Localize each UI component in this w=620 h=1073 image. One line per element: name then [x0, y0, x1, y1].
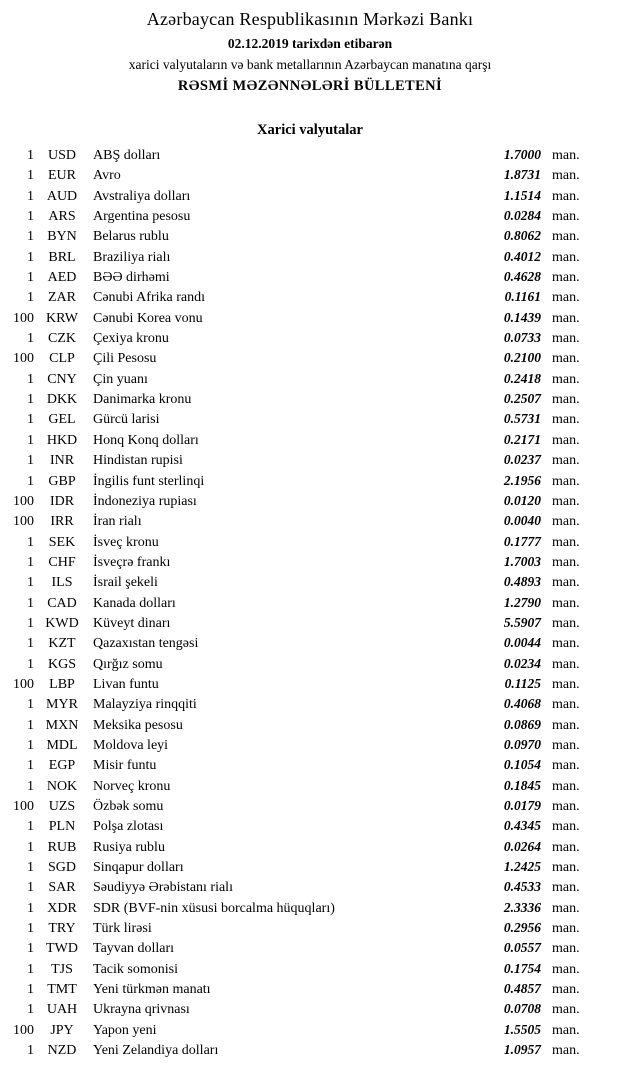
- rate-row: [8, 348, 590, 368]
- rate-unit: man.: [552, 819, 580, 835]
- rate-value: 1.2790: [503, 594, 541, 610]
- rate-row: [8, 226, 590, 246]
- rate-row: [8, 471, 590, 491]
- rate-value: 0.0044: [503, 635, 541, 651]
- rate-row: [8, 511, 590, 531]
- rate-quantity: 1: [27, 819, 34, 835]
- rate-unit: man.: [552, 758, 580, 774]
- rate-unit: man.: [552, 575, 580, 591]
- currency-name: Gürcü larisi: [93, 412, 160, 428]
- rate-unit: man.: [552, 636, 580, 652]
- rate-unit: man.: [552, 880, 580, 896]
- rate-unit: man.: [552, 1002, 580, 1018]
- rate-quantity: 1: [27, 432, 34, 448]
- rate-row: [8, 369, 590, 389]
- rate-value: 0.4012: [503, 248, 541, 264]
- currency-name: Kanada dolları: [93, 595, 176, 611]
- rate-value: 0.2171: [503, 431, 541, 447]
- rate-value: 1.7003: [503, 553, 541, 569]
- rate-quantity: 1: [27, 737, 34, 753]
- rate-row: [8, 287, 590, 307]
- currency-code: EGP: [48, 758, 76, 774]
- bulletin-subtitle: xarici valyutaların və bank metallarının Azərbaycan manatına qarşı: [128, 57, 492, 72]
- rate-value: 0.4533: [503, 879, 541, 895]
- rate-unit: man.: [552, 412, 580, 428]
- rate-quantity: 1: [27, 636, 34, 652]
- rate-row: [8, 267, 590, 287]
- rate-row: [8, 715, 590, 735]
- rate-value: 0.1054: [503, 757, 541, 773]
- currency-name: Çexiya kronu: [93, 331, 169, 347]
- rate-quantity: 100: [13, 676, 34, 692]
- rate-unit: man.: [552, 168, 580, 184]
- rate-unit: man.: [552, 270, 580, 286]
- rate-quantity: 1: [27, 860, 34, 876]
- rate-quantity: 1: [27, 1043, 34, 1059]
- rate-quantity: 1: [27, 412, 34, 428]
- rate-row: [8, 389, 590, 409]
- rate-quantity: 100: [13, 493, 34, 509]
- rate-value: 2.3336: [503, 899, 541, 915]
- rate-quantity: 1: [27, 717, 34, 733]
- currency-code: SEK: [48, 534, 76, 550]
- rate-row: [8, 938, 590, 958]
- bulletin-title: RƏSMİ MƏZƏNNƏLƏRİ BÜLLETENİ: [177, 78, 443, 94]
- currency-name: Honq Konq dolları: [93, 432, 199, 448]
- rate-value: 1.5505: [503, 1021, 541, 1037]
- currency-code: KGS: [47, 656, 76, 672]
- currency-name: Hindistan rupisi: [93, 453, 183, 469]
- rate-row: [8, 593, 590, 613]
- currency-name: Avstraliya dolları: [93, 188, 191, 204]
- currency-code: CLP: [49, 351, 75, 367]
- rate-row: [8, 613, 590, 633]
- rate-row: [8, 633, 590, 653]
- currency-code: ARS: [48, 209, 76, 225]
- currency-code: ILS: [51, 575, 73, 591]
- currency-name: Malayziya rinqqiti: [93, 697, 197, 713]
- rate-unit: man.: [552, 188, 580, 204]
- rate-unit: man.: [552, 656, 580, 672]
- currency-code: LBP: [49, 676, 75, 692]
- currency-name: Braziliya rialı: [93, 249, 171, 265]
- rate-quantity: 1: [27, 921, 34, 937]
- rate-row: [8, 674, 590, 694]
- rate-unit: man.: [552, 717, 580, 733]
- rate-row: [8, 409, 590, 429]
- rate-row: [8, 999, 590, 1019]
- rate-value: 0.5731: [503, 411, 541, 427]
- rate-unit: man.: [552, 1043, 580, 1059]
- rate-unit: man.: [552, 839, 580, 855]
- currency-name: İndoneziya rupiası: [93, 493, 197, 509]
- rate-value: 1.1514: [503, 187, 541, 203]
- rate-row: [8, 328, 590, 348]
- currency-name: Yeni Zelandiya dolları: [93, 1043, 219, 1059]
- rate-unit: man.: [552, 290, 580, 306]
- currency-name: Moldova leyi: [93, 737, 169, 753]
- rate-value: 0.2418: [503, 370, 541, 386]
- currency-code: UAH: [46, 1002, 78, 1018]
- currency-name: Polşa zlotası: [93, 819, 164, 835]
- rate-quantity: 1: [27, 229, 34, 245]
- currency-name: Misir funtu: [93, 758, 157, 774]
- rate-quantity: 1: [27, 534, 34, 550]
- currency-name: İran rialı: [93, 514, 142, 530]
- currency-name: İsveçrə frankı: [93, 554, 171, 570]
- rate-value: 0.0234: [503, 655, 541, 671]
- currency-name: Çin yuanı: [93, 371, 148, 387]
- rate-value: 5.5907: [503, 614, 541, 630]
- currency-code: SAR: [48, 880, 76, 896]
- rate-row: [8, 979, 590, 999]
- rate-quantity: 1: [27, 941, 34, 957]
- rate-row: [8, 430, 590, 450]
- rate-quantity: 1: [27, 168, 34, 184]
- currency-name: Səudiyyə Ərəbistanı rialı: [93, 880, 233, 896]
- rate-value: 0.4345: [503, 818, 541, 834]
- rate-quantity: 1: [27, 371, 34, 387]
- currency-name: İngilis funt sterlinqi: [93, 473, 205, 489]
- rate-row: [8, 898, 590, 918]
- rate-row: [8, 959, 590, 979]
- rate-row: [8, 654, 590, 674]
- currency-code: NOK: [46, 778, 78, 794]
- rate-row: [8, 776, 590, 796]
- rate-quantity: 1: [27, 778, 34, 794]
- currency-code: ZAR: [48, 290, 76, 306]
- rate-row: [8, 837, 590, 857]
- rate-value: 0.0970: [503, 736, 541, 752]
- bulletin-header: [0, 9, 620, 95]
- currency-name: Qırğız somu: [93, 656, 163, 672]
- rate-value: 1.8731: [503, 167, 541, 183]
- rate-quantity: 1: [27, 270, 34, 286]
- section-title-foreign-currencies: Xarici valyutalar: [257, 122, 363, 138]
- currency-name: Özbək somu: [93, 799, 164, 814]
- rate-unit: man.: [552, 1022, 580, 1038]
- currency-name: Rusiya rublu: [93, 839, 165, 855]
- currency-name: Çili Pesosu: [93, 351, 157, 367]
- rate-quantity: 1: [27, 249, 34, 265]
- currency-code: EUR: [48, 168, 76, 184]
- rate-unit: man.: [552, 473, 580, 489]
- rate-value: 0.2100: [503, 350, 541, 366]
- currency-name: SDR (BVF-nin xüsusi borcalma hüquqları): [93, 900, 335, 916]
- rate-value: 0.0179: [503, 798, 541, 813]
- rate-quantity: 1: [27, 615, 34, 631]
- currency-name: ABŞ dolları: [93, 148, 161, 163]
- rate-row: [8, 532, 590, 552]
- rate-quantity: 1: [27, 209, 34, 225]
- rate-unit: man.: [552, 778, 580, 794]
- rate-unit: man.: [552, 392, 580, 408]
- rate-row: [8, 572, 590, 592]
- rate-quantity: 1: [27, 1002, 34, 1018]
- rate-row: [8, 450, 590, 470]
- currency-name: Danimarka kronu: [93, 392, 192, 408]
- rate-row: [8, 857, 590, 877]
- rate-row: [8, 165, 590, 185]
- rate-unit: man.: [552, 310, 580, 326]
- currency-name: İsrail şekeli: [93, 575, 158, 591]
- rate-unit: man.: [552, 229, 580, 245]
- rate-unit: man.: [552, 941, 580, 957]
- rate-unit: man.: [552, 921, 580, 937]
- rate-unit: man.: [552, 493, 580, 509]
- rate-unit: man.: [552, 148, 580, 163]
- rate-unit: man.: [552, 737, 580, 753]
- currency-code: CNY: [47, 371, 77, 387]
- currency-name: Küveyt dinarı: [93, 615, 171, 631]
- rate-unit: man.: [552, 799, 580, 814]
- currency-code: BYN: [47, 229, 77, 245]
- currency-code: IDR: [49, 493, 75, 509]
- rate-unit: man.: [552, 209, 580, 225]
- rate-value: 0.0733: [503, 330, 541, 346]
- rate-value: 0.1754: [503, 960, 541, 976]
- currency-code: KZT: [48, 636, 76, 652]
- rate-row: [8, 552, 590, 572]
- rate-quantity: 1: [27, 595, 34, 611]
- currency-name: Belarus rublu: [93, 229, 169, 245]
- rate-quantity: 1: [27, 656, 34, 672]
- currency-code: SGD: [47, 860, 76, 876]
- currency-code: MDL: [46, 737, 78, 753]
- rate-row: [8, 308, 590, 328]
- rate-quantity: 1: [27, 697, 34, 713]
- rate-value: 0.0708: [503, 1001, 541, 1017]
- rate-quantity: 1: [27, 900, 34, 916]
- rate-unit: man.: [552, 676, 580, 692]
- rate-value: 0.0040: [503, 513, 541, 529]
- rate-value: 0.0264: [503, 838, 541, 854]
- currency-name: Yapon yeni: [93, 1022, 157, 1038]
- currency-code: USD: [47, 148, 76, 163]
- rate-row: [8, 491, 590, 511]
- rate-unit: man.: [552, 595, 580, 611]
- rate-quantity: 1: [27, 188, 34, 204]
- currency-code: AED: [47, 270, 77, 286]
- rate-row: [8, 1040, 590, 1060]
- currency-code: INR: [49, 453, 75, 469]
- rate-unit: man.: [552, 860, 580, 876]
- rate-quantity: 1: [27, 554, 34, 570]
- effective-date-line: 02.12.2019 tarixdən etibarən: [227, 36, 393, 51]
- rate-row: [8, 816, 590, 836]
- rate-value: 0.8062: [503, 228, 541, 244]
- currency-name: Ukrayna qrivnası: [93, 1002, 190, 1018]
- rate-quantity: 1: [27, 473, 34, 489]
- rate-quantity: 1: [27, 453, 34, 469]
- rate-unit: man.: [552, 615, 580, 631]
- rate-value: 0.4857: [503, 981, 541, 997]
- currency-name: Cənubi Afrika randı: [93, 290, 205, 306]
- rate-row: [8, 755, 590, 775]
- rate-unit: man.: [552, 961, 580, 977]
- rate-row: [8, 735, 590, 755]
- currency-code: CHF: [48, 554, 76, 570]
- rate-quantity: 1: [27, 880, 34, 896]
- rate-quantity: 100: [13, 514, 34, 530]
- rate-quantity: 1: [27, 982, 34, 998]
- rate-unit: man.: [552, 697, 580, 713]
- rate-quantity: 1: [27, 575, 34, 591]
- currency-name: Türk lirəsi: [93, 921, 152, 937]
- rate-value: 0.0120: [503, 492, 541, 508]
- currency-name: Argentina pesosu: [93, 209, 191, 225]
- rate-unit: man.: [552, 432, 580, 448]
- rate-value: 1.7000: [503, 147, 541, 162]
- rate-unit: man.: [552, 453, 580, 469]
- currency-name: Meksika pesosu: [93, 717, 183, 733]
- currency-name: Tacik somonisi: [93, 961, 178, 977]
- rate-value: 1.2425: [503, 859, 541, 875]
- currency-code: KRW: [46, 310, 78, 326]
- rate-row: [8, 247, 590, 267]
- currency-code: TMT: [47, 982, 77, 998]
- rate-quantity: 1: [27, 331, 34, 347]
- currency-code: GEL: [48, 412, 76, 428]
- rate-row: [8, 145, 590, 165]
- rate-quantity: 100: [13, 351, 34, 367]
- currency-name: Livan funtu: [93, 676, 159, 692]
- rate-unit: man.: [552, 554, 580, 570]
- rate-row: [8, 918, 590, 938]
- currency-code: RUB: [47, 839, 77, 855]
- rate-row: [8, 206, 590, 226]
- rate-value: 0.0869: [503, 716, 541, 732]
- rate-unit: man.: [552, 249, 580, 265]
- currency-name: İsveç kronu: [93, 534, 159, 550]
- currency-code: DKK: [46, 392, 78, 408]
- currency-name: Sinqapur dolları: [93, 860, 184, 876]
- rate-unit: man.: [552, 351, 580, 367]
- rate-value: 0.1845: [503, 777, 541, 793]
- currency-name: Qazaxıstan tengəsi: [93, 636, 199, 652]
- rate-unit: man.: [552, 982, 580, 998]
- currency-code: TWD: [46, 941, 78, 957]
- currency-code: KWD: [45, 615, 79, 631]
- rates-table: [0, 145, 620, 1060]
- rate-row: [8, 1020, 590, 1040]
- rate-value: 0.1125: [504, 675, 541, 691]
- currency-code: HKD: [46, 432, 78, 448]
- rate-quantity: 1: [27, 961, 34, 977]
- currency-code: MXN: [45, 717, 79, 733]
- rate-unit: man.: [552, 371, 580, 387]
- currency-name: Norveç kronu: [93, 778, 171, 794]
- currency-code: AUD: [46, 188, 78, 204]
- rate-quantity: 1: [27, 392, 34, 408]
- rate-unit: man.: [552, 900, 580, 916]
- rate-quantity: 1: [27, 839, 34, 855]
- rate-row: [8, 796, 590, 816]
- currency-code: MYR: [46, 697, 78, 713]
- rate-value: 0.4628: [503, 269, 541, 285]
- currency-code: UZS: [48, 799, 76, 814]
- rate-row: [8, 877, 590, 897]
- rate-value: 0.0237: [503, 452, 541, 468]
- currency-name: Avro: [93, 168, 121, 184]
- currency-code: XDR: [47, 900, 77, 916]
- currency-name: Yeni türkmən manatı: [93, 982, 211, 998]
- rate-value: 1.0957: [503, 1042, 541, 1058]
- rate-value: 0.0557: [503, 940, 541, 956]
- rate-quantity: 1: [27, 148, 34, 163]
- rate-value: 0.1439: [503, 309, 541, 325]
- rate-quantity: 100: [13, 799, 34, 814]
- currency-code: GBP: [48, 473, 76, 489]
- rate-row: [8, 186, 590, 206]
- currency-name: Cənubi Korea vonu: [93, 310, 203, 326]
- rate-quantity: 100: [13, 1022, 34, 1038]
- rate-unit: man.: [552, 514, 580, 530]
- rate-value: 0.4068: [503, 696, 541, 712]
- rate-row: [8, 694, 590, 714]
- rate-value: 0.2956: [503, 920, 541, 936]
- rate-value: 0.1161: [504, 289, 541, 305]
- rate-unit: man.: [552, 331, 580, 347]
- currency-code: CAD: [47, 595, 77, 611]
- currency-code: PLN: [48, 819, 76, 835]
- rate-value: 2.1956: [503, 472, 541, 488]
- rate-value: 0.4893: [503, 574, 541, 590]
- currency-code: TJS: [51, 961, 73, 977]
- currency-code: JPY: [50, 1022, 74, 1038]
- rate-quantity: 1: [27, 290, 34, 306]
- currency-name: BƏƏ dirhəmi: [93, 270, 170, 286]
- currency-name: Tayvan dolları: [93, 941, 175, 957]
- currency-code: CZK: [48, 331, 76, 347]
- currency-code: NZD: [47, 1043, 77, 1059]
- rate-value: 0.1777: [503, 533, 541, 549]
- rate-quantity: 100: [13, 310, 34, 326]
- rate-value: 0.2507: [503, 391, 541, 407]
- currency-code: BRL: [48, 249, 76, 265]
- bank-title: Azərbaycan Respublikasının Mərkəzi Bankı: [146, 9, 474, 29]
- rate-quantity: 1: [27, 758, 34, 774]
- rate-value: 0.0284: [503, 208, 541, 224]
- currency-code: IRR: [50, 514, 74, 530]
- rate-unit: man.: [552, 534, 580, 550]
- currency-code: TRY: [48, 921, 76, 937]
